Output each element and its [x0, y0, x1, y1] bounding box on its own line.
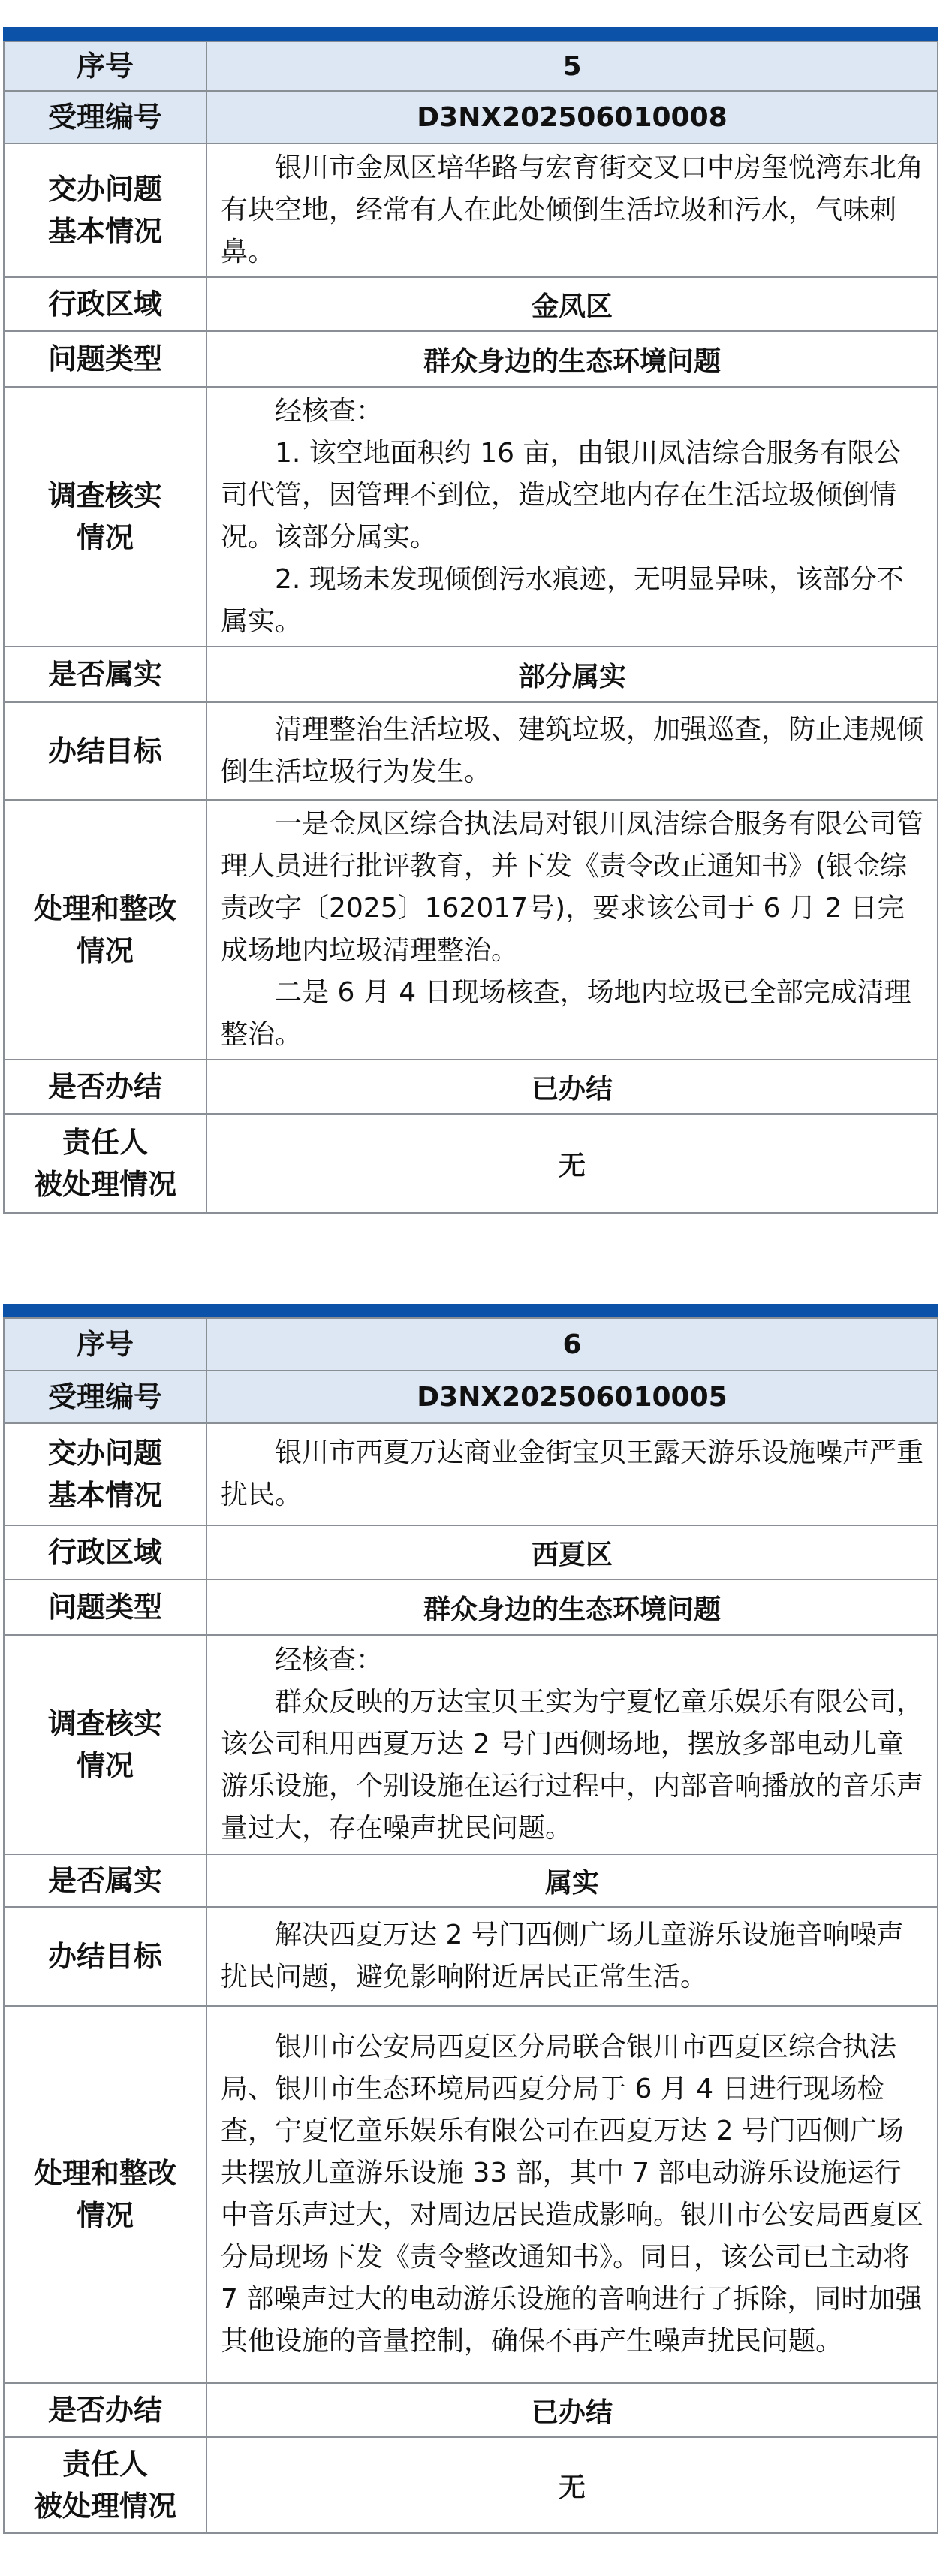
label-responsible	[4, 1114, 206, 1213]
value-responsible: 无	[206, 2437, 938, 2533]
label-investigation-line2: 情况	[76, 1749, 134, 1782]
value-accept-no: D3NX202506010008	[206, 91, 938, 143]
value-goal	[206, 702, 938, 800]
value-handling	[206, 2006, 938, 2383]
value-type: 群众身边的生态环境问题	[206, 331, 938, 387]
label-closed: 是否办结	[4, 1060, 206, 1114]
handling-para-1: 银川市公安局西夏区分局联合银川市西夏区综合执法局、银川市生态环境局西夏分局于 6 月 4 日进行现场检查，宁夏忆童乐娱乐有限公司在西夏万达 2 号门西侧广场共摆放儿童游乐设施 33 部，其中 7 部电动游乐设施运行中音乐声过大，对周边居民造成影响。银川市公安局西夏区分局现场下发《责令整改通知书》。同日，该公司已主动将 7 部噪声过大的电动游乐设施的音响进行了拆除，同时加强其他设施的音量控制，确保不再产生噪声扰民问题。	[221, 2032, 924, 2357]
label-goal: 办结目标	[4, 1907, 206, 2006]
investigation-para-1: 经核查：	[275, 396, 384, 427]
value-region: 金凤区	[206, 277, 938, 331]
label-issue-line2: 基本情况	[47, 1479, 162, 1512]
row-type	[4, 1579, 938, 1635]
label-handling	[4, 800, 206, 1060]
row-responsible	[4, 1114, 938, 1213]
value-verified: 部分属实	[206, 647, 938, 702]
case-table-6	[3, 1304, 938, 2534]
label-region: 行政区域	[4, 277, 206, 331]
label-handling-line1: 处理和整改	[33, 2157, 176, 2190]
label-investigation-line1: 调查核实	[47, 1707, 162, 1740]
label-investigation-line1: 调查核实	[47, 479, 162, 512]
value-accept-no: D3NX202506010005	[206, 1371, 938, 1423]
label-responsible-line1: 责任人	[62, 2448, 148, 2481]
value-issue	[206, 1423, 938, 1525]
issue-text: 银川市金凤区培华路与宏育街交叉口中房玺悦湾东北角有块空地，经常有人在此处倾倒生活垃圾和污水，气味刺鼻。	[221, 152, 924, 267]
label-handling	[4, 2006, 206, 2383]
value-seq: 5	[206, 41, 938, 91]
label-type: 问题类型	[4, 331, 206, 387]
investigation-para-3: 2. 现场未发现倾倒污水痕迹，无明显异味，该部分不属实。	[221, 564, 904, 637]
label-investigation	[4, 387, 206, 647]
label-responsible-line2: 被处理情况	[33, 2490, 176, 2523]
label-type: 问题类型	[4, 1579, 206, 1635]
value-goal	[206, 1907, 938, 2006]
case-header-bar	[3, 1304, 938, 1317]
label-goal: 办结目标	[4, 702, 206, 800]
value-closed: 已办结	[206, 1060, 938, 1114]
row-seq	[4, 1318, 938, 1371]
value-investigation	[206, 1635, 938, 1854]
investigation-para-1: 经核查：	[275, 1645, 384, 1676]
label-verified: 是否属实	[4, 647, 206, 702]
row-region	[4, 277, 938, 331]
row-handling	[4, 2006, 938, 2383]
label-seq: 序号	[4, 41, 206, 91]
value-investigation	[206, 387, 938, 647]
investigation-para-2: 1. 该空地面积约 16 亩，由银川凤洁综合服务有限公司代管，因管理不到位，造成空地内存在生活垃圾倾倒情况。该部分属实。	[221, 438, 902, 553]
label-responsible-line1: 责任人	[62, 1126, 148, 1159]
label-closed: 是否办结	[4, 2383, 206, 2437]
row-issue	[4, 143, 938, 277]
case-table-5	[3, 27, 938, 1214]
label-seq: 序号	[4, 1318, 206, 1371]
row-seq	[4, 41, 938, 91]
value-region: 西夏区	[206, 1525, 938, 1579]
value-handling	[206, 800, 938, 1060]
row-type	[4, 331, 938, 387]
row-closed	[4, 2383, 938, 2437]
label-investigation-line2: 情况	[76, 521, 134, 554]
value-type: 群众身边的生态环境问题	[206, 1579, 938, 1635]
row-closed	[4, 1060, 938, 1114]
value-issue	[206, 143, 938, 277]
label-issue-line2: 基本情况	[47, 215, 162, 248]
label-issue	[4, 143, 206, 277]
value-closed: 已办结	[206, 2383, 938, 2437]
value-verified: 属实	[206, 1854, 938, 1907]
row-accept-no	[4, 1371, 938, 1423]
handling-para-2: 二是 6 月 4 日现场核查，场地内垃圾已全部完成清理整治。	[221, 977, 911, 1050]
row-responsible	[4, 2437, 938, 2533]
case-header-bar	[3, 27, 938, 41]
row-handling	[4, 800, 938, 1060]
investigation-para-2: 群众反映的万达宝贝王实为宁夏忆童乐娱乐有限公司，该公司租用西夏万达 2 号门西侧场地，摆放多部电动儿童游乐设施，个别设施在运行过程中，内部音响播放的音乐声量过大，存在噪声扰民问题。	[221, 1687, 924, 1844]
case-table	[3, 41, 938, 1214]
row-issue	[4, 1423, 938, 1525]
case-table	[3, 1317, 938, 2534]
value-seq: 6	[206, 1318, 938, 1371]
row-verified	[4, 1854, 938, 1907]
label-handling-line2: 情况	[76, 2199, 134, 2232]
row-verified	[4, 647, 938, 702]
label-responsible	[4, 2437, 206, 2533]
label-issue-line1: 交办问题	[47, 173, 162, 206]
label-accept-no: 受理编号	[4, 1371, 206, 1423]
label-verified: 是否属实	[4, 1854, 206, 1907]
label-issue	[4, 1423, 206, 1525]
row-goal	[4, 702, 938, 800]
label-investigation	[4, 1635, 206, 1854]
label-handling-line2: 情况	[76, 934, 134, 967]
issue-text: 银川市西夏万达商业金街宝贝王露天游乐设施噪声严重扰民。	[221, 1437, 924, 1510]
row-goal	[4, 1907, 938, 2006]
label-issue-line1: 交办问题	[47, 1437, 162, 1470]
row-investigation	[4, 1635, 938, 1854]
row-accept-no	[4, 91, 938, 143]
value-responsible: 无	[206, 1114, 938, 1213]
goal-text: 解决西夏万达 2 号门西侧广场儿童游乐设施音响噪声扰民问题，避免影响附近居民正常生活。	[221, 1920, 904, 1992]
row-region	[4, 1525, 938, 1579]
row-investigation	[4, 387, 938, 647]
label-handling-line1: 处理和整改	[33, 892, 176, 925]
label-responsible-line2: 被处理情况	[33, 1168, 176, 1201]
label-accept-no: 受理编号	[4, 91, 206, 143]
label-region: 行政区域	[4, 1525, 206, 1579]
goal-text: 清理整治生活垃圾、建筑垃圾，加强巡查，防止违规倾倒生活垃圾行为发生。	[221, 714, 924, 787]
handling-para-1: 一是金凤区综合执法局对银川凤洁综合服务有限公司管理人员进行批评教育，并下发《责令改正通知书》(银金综责改字〔2025〕162017号)，要求该公司于 6 月 2 日完成场地内垃圾清理整治。	[221, 809, 924, 966]
